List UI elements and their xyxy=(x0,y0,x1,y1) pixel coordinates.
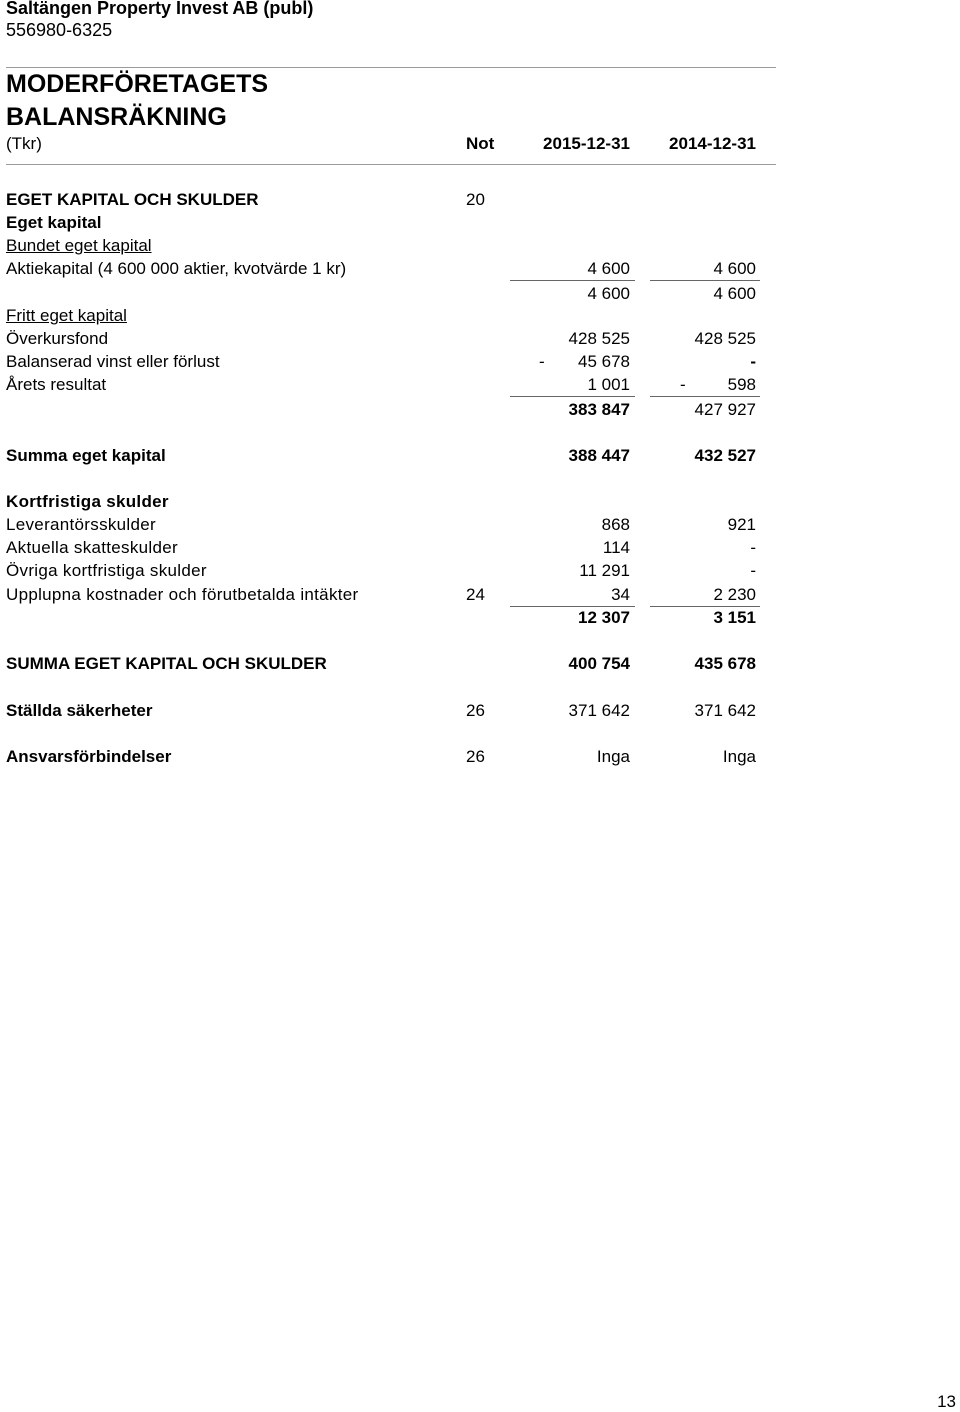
row-label: Årets resultat xyxy=(6,375,107,394)
value-2014: 371 642 xyxy=(694,701,756,720)
row-label: Kortfristiga skulder xyxy=(6,492,169,511)
subtotal-line xyxy=(650,280,760,281)
row-tax-liabilities xyxy=(6,537,776,559)
row-share-premium xyxy=(6,328,776,350)
value-2015: 4 600 xyxy=(587,284,630,303)
row-label: Aktiekapital (4 600 000 aktier, kvotvärde 1 kr) xyxy=(6,259,347,278)
value-2014: 432 527 xyxy=(694,446,756,465)
value-2015: 868 xyxy=(601,515,630,534)
negative-sign: - xyxy=(680,375,686,394)
row-note: 24 xyxy=(466,585,485,604)
value-2014: 2 230 xyxy=(713,585,756,604)
value-2015: 114 xyxy=(602,538,630,557)
row-note: 26 xyxy=(466,747,485,766)
row-restricted-equity-subtotal xyxy=(6,283,776,305)
subheading-equity xyxy=(6,212,776,234)
value-2015: 34 xyxy=(611,585,630,604)
page-title-line2: BALANSRÄKNING xyxy=(6,103,227,131)
row-pledged-assets xyxy=(6,700,776,722)
row-net-result xyxy=(6,374,776,396)
page-title: MODERFÖRETAGETS xyxy=(6,70,269,98)
row-label: Fritt eget kapital xyxy=(6,306,127,325)
row-note: 26 xyxy=(466,701,485,720)
value-2015: 428 525 xyxy=(568,329,630,348)
value-2015: 383 847 xyxy=(568,400,630,419)
row-label: EGET KAPITAL OCH SKULDER xyxy=(6,190,259,209)
subheading-restricted-equity xyxy=(6,235,776,257)
row-accounts-payable xyxy=(6,514,776,536)
value-2014: 598 xyxy=(727,375,756,394)
value-2015: 12 307 xyxy=(578,608,630,627)
value-2014: - xyxy=(750,538,756,557)
row-label: Summa eget kapital xyxy=(6,446,166,465)
subheading-current-liabilities xyxy=(6,491,776,513)
negative-sign: - xyxy=(539,352,545,371)
row-label: Leverantörsskulder xyxy=(6,515,156,534)
page-number: 13 xyxy=(937,1392,956,1411)
column-header-row xyxy=(6,133,776,155)
row-label: Aktuella skatteskulder xyxy=(6,538,178,557)
row-retained-earnings xyxy=(6,351,776,373)
row-accrued-expenses xyxy=(6,584,776,606)
value-2014: 427 927 xyxy=(694,400,756,419)
column-header-rule xyxy=(6,164,776,165)
value-2014: 3 151 xyxy=(713,608,756,627)
value-2015: Inga xyxy=(596,747,630,766)
value-2015: 4 600 xyxy=(587,259,630,278)
row-unrestricted-equity-subtotal xyxy=(6,399,776,421)
value-2015: 400 754 xyxy=(568,654,630,673)
row-label: Ansvarsförbindelser xyxy=(6,747,172,766)
value-2014: 4 600 xyxy=(713,284,756,303)
year1-column-header: 2015-12-31 xyxy=(543,134,630,153)
value-2014: - xyxy=(750,561,756,580)
header-rule xyxy=(6,67,776,68)
row-note: 20 xyxy=(466,190,485,209)
company-name: Saltängen Property Invest AB (publ) xyxy=(6,0,314,18)
row-label: Eget kapital xyxy=(6,213,102,232)
row-current-liabilities-subtotal xyxy=(6,607,776,629)
value-2014: - xyxy=(750,352,756,371)
value-2015: 11 291 xyxy=(579,561,630,580)
value-2015: 388 447 xyxy=(568,446,630,465)
row-label: Upplupna kostnader och förutbetalda intäkter xyxy=(6,585,359,604)
row-other-current-liabilities xyxy=(6,560,776,582)
subheading-unrestricted-equity xyxy=(6,305,776,327)
value-2014: 4 600 xyxy=(713,259,756,278)
row-total-equity xyxy=(6,445,776,467)
value-2014: Inga xyxy=(722,747,756,766)
section-heading-equity-liabilities xyxy=(6,189,776,211)
unit-label: (Tkr) xyxy=(6,134,42,153)
value-2015: 1 001 xyxy=(587,375,630,394)
row-label: Ställda säkerheter xyxy=(6,701,153,720)
row-label: Övriga kortfristiga skulder xyxy=(6,561,207,580)
row-share-capital xyxy=(6,258,776,280)
note-column-header: Not xyxy=(466,134,495,153)
value-2014: 428 525 xyxy=(694,329,756,348)
org-number: 556980-6325 xyxy=(6,20,113,40)
subtotal-line xyxy=(510,396,635,397)
subtotal-line xyxy=(510,280,635,281)
value-2015: 45 678 xyxy=(578,352,630,371)
row-label: SUMMA EGET KAPITAL OCH SKULDER xyxy=(6,654,327,673)
subtotal-line xyxy=(650,396,760,397)
row-label: Bundet eget kapital xyxy=(6,236,152,255)
value-2015: 371 642 xyxy=(568,701,630,720)
row-total-equity-and-liabilities xyxy=(6,653,776,675)
row-label: Balanserad vinst eller förlust xyxy=(6,352,220,371)
row-label: Överkursfond xyxy=(6,329,109,348)
row-contingent-liabilities xyxy=(6,746,776,768)
value-2014: 435 678 xyxy=(694,654,756,673)
year2-column-header: 2014-12-31 xyxy=(669,134,756,153)
value-2014: 921 xyxy=(727,515,756,534)
